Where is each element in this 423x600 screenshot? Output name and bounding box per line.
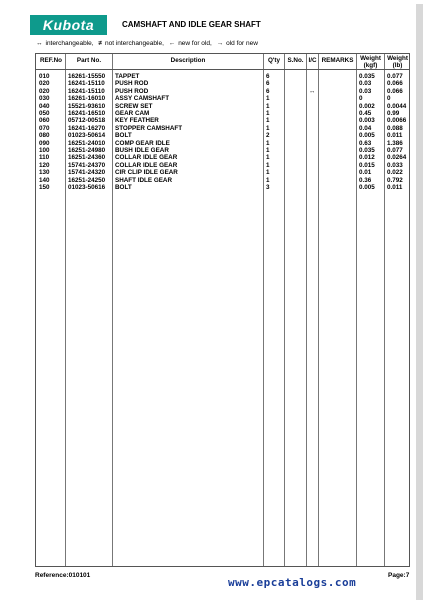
cell-ref: 010 <box>39 73 50 80</box>
cell-qty: 3 <box>266 184 270 191</box>
arrow-left-icon: ← <box>168 40 176 47</box>
cell-desc: ASSY CAMSHAFT <box>115 95 170 103</box>
cell-ref: 040 <box>39 102 50 110</box>
cell-wkg: 0.002 <box>359 102 375 110</box>
cell-desc: KEY FEATHER <box>115 117 159 125</box>
cell-desc: COLLAR IDLE GEAR <box>115 154 178 162</box>
cell-qty: 1 <box>266 161 270 169</box>
cell-qty: 1 <box>266 154 270 162</box>
cell-wlb: 1.386 <box>387 139 403 147</box>
cell-qty: 2 <box>266 132 270 140</box>
cell-ref: 150 <box>39 184 50 191</box>
cell-wlb: 0.066 <box>387 87 403 95</box>
col-header-weight-lb: Weight (lb) <box>387 55 408 69</box>
cell-part: 16261-16010 <box>68 95 106 103</box>
col-header-ref: REF.No <box>39 57 63 64</box>
cell-part: 16251-24360 <box>68 154 106 162</box>
cell-part: 16251-24010 <box>68 139 106 147</box>
cell-desc: GEAR CAM <box>115 110 150 117</box>
cell-part: 16241-15110 <box>68 87 105 95</box>
interchangeable-icon: ↔ <box>36 40 43 47</box>
cell-qty: 1 <box>266 139 270 147</box>
cell-desc: PUSH ROD <box>115 87 149 95</box>
cell-wkg: 0 <box>359 95 363 103</box>
cell-wkg: 0.45 <box>359 110 372 117</box>
cell-ref: 030 <box>39 95 50 103</box>
cell-desc: CIR CLIP IDLE GEAR <box>115 169 178 177</box>
page-shadow <box>416 4 423 600</box>
kubota-logo: Kubota <box>30 15 107 35</box>
cell-ref: 090 <box>39 139 50 147</box>
cell-desc: BOLT <box>115 132 132 140</box>
cell-ref: 070 <box>39 124 50 132</box>
cell-part: 16241-16270 <box>68 124 106 132</box>
cell-wkg: 0.36 <box>359 176 372 184</box>
cell-qty: 1 <box>266 176 270 184</box>
cell-part: 01023-50614 <box>68 132 106 140</box>
cell-part: 15521-93610 <box>68 102 106 110</box>
cell-desc: STOPPER CAMSHAFT <box>115 124 183 132</box>
cell-qty: 1 <box>266 169 270 177</box>
cell-wlb: 0.033 <box>387 161 403 169</box>
cell-wlb: 0.011 <box>387 132 403 140</box>
cell-part: 16241-16510 <box>68 110 106 117</box>
cell-part: 01023-50616 <box>68 184 106 191</box>
cell-desc: COLLAR IDLE GEAR <box>115 161 178 169</box>
cell-ref: 130 <box>39 169 50 177</box>
interchange-legend <box>36 40 261 47</box>
arrow-right-icon: → <box>216 40 224 47</box>
cell-qty: 1 <box>266 110 270 117</box>
legend-new-for-old: new for old, <box>178 40 212 47</box>
parts-table <box>35 53 410 567</box>
cell-part: 16241-15110 <box>68 80 105 88</box>
cell-wlb: 0.077 <box>387 147 403 154</box>
cell-wlb: 0.077 <box>387 73 403 80</box>
col-header-weight-kgf: Weight (kgf) <box>360 55 381 69</box>
cell-wkg: 0.01 <box>359 169 372 177</box>
cell-desc: BOLT <box>115 184 132 191</box>
cell-qty: 6 <box>266 73 270 80</box>
cell-wkg: 0.63 <box>359 139 372 147</box>
cell-qty: 1 <box>266 102 270 110</box>
cell-wlb: 0.011 <box>387 184 403 191</box>
cell-ref: 120 <box>39 161 50 169</box>
cell-wkg: 0.005 <box>359 184 375 191</box>
cell-part: 15741-24320 <box>68 169 106 177</box>
cell-wlb: 0 <box>387 95 391 103</box>
cell-wkg: 0.003 <box>359 117 375 125</box>
page-number: Page:7 <box>388 572 410 579</box>
col-header-ic: I/C <box>308 57 317 64</box>
cell-wkg: 0.035 <box>359 147 375 154</box>
col-header-qty: Q'ty <box>268 57 280 64</box>
cell-desc: COMP GEAR IDLE <box>115 139 170 147</box>
cell-qty: 1 <box>266 95 270 103</box>
legend-old-for-new: old for new <box>226 40 258 47</box>
legend-interchangeable: interchangeable, <box>45 40 94 47</box>
col-header-description: Description <box>170 57 206 64</box>
cell-part: 15741-24370 <box>68 161 106 169</box>
cell-part: 16261-15550 <box>68 73 106 80</box>
cell-wkg: 0.015 <box>359 161 375 169</box>
col-header-sno: S.No. <box>287 57 304 64</box>
cell-wlb: 0.792 <box>387 176 403 184</box>
cell-wlb: 0.99 <box>387 110 400 117</box>
cell-qty: 6 <box>266 80 270 88</box>
cell-wkg: 0.03 <box>359 87 372 95</box>
cell-wkg: 0.012 <box>359 154 375 162</box>
cell-ref: 020 <box>39 87 50 95</box>
cell-wlb: 0.0066 <box>387 117 407 125</box>
cell-desc: SHAFT IDLE GEAR <box>115 176 173 184</box>
cell-wkg: 0.035 <box>359 73 375 80</box>
cell-ref: 100 <box>39 147 50 154</box>
page-title: CAMSHAFT AND IDLE GEAR SHAFT <box>122 20 261 29</box>
cell-desc: PUSH ROD <box>115 80 149 88</box>
reference-number: Reference:010101 <box>35 572 91 579</box>
cell-wkg: 0.03 <box>359 80 372 88</box>
col-header-part: Part No. <box>76 57 102 64</box>
cell-wlb: 0.022 <box>387 169 403 177</box>
not-equal-icon: ≠ <box>98 40 102 47</box>
col-header-remarks: REMARKS <box>321 57 354 64</box>
cell-qty: 1 <box>266 117 270 125</box>
cell-desc: TAPPET <box>115 73 140 80</box>
cell-ref: 050 <box>39 110 50 117</box>
cell-wlb: 0.0264 <box>387 154 407 162</box>
cell-desc: SCREW SET <box>115 102 153 110</box>
cell-part: 16251-24980 <box>68 147 106 154</box>
cell-wlb: 0.066 <box>387 80 403 88</box>
cell-ref: 080 <box>39 132 50 140</box>
cell-qty: 6 <box>266 87 270 95</box>
cell-ref: 110 <box>39 154 50 162</box>
cell-desc: BUSH IDLE GEAR <box>115 147 169 154</box>
cell-qty: 1 <box>266 147 270 154</box>
cell-ic: ↔ <box>309 87 316 95</box>
cell-wlb: 0.0044 <box>387 102 407 110</box>
cell-wkg: 0.04 <box>359 124 372 132</box>
watermark: www.epcatalogs.com <box>228 576 357 589</box>
cell-part: 16251-24250 <box>68 176 106 184</box>
cell-wlb: 0.088 <box>387 124 403 132</box>
cell-qty: 1 <box>266 124 270 132</box>
cell-ref: 060 <box>39 117 50 125</box>
legend-not-interchangeable: not interchangeable, <box>104 40 164 47</box>
cell-part: 05712-00518 <box>68 117 106 125</box>
cell-wkg: 0.005 <box>359 132 375 140</box>
cell-ref: 020 <box>39 80 50 88</box>
cell-ref: 140 <box>39 176 50 184</box>
